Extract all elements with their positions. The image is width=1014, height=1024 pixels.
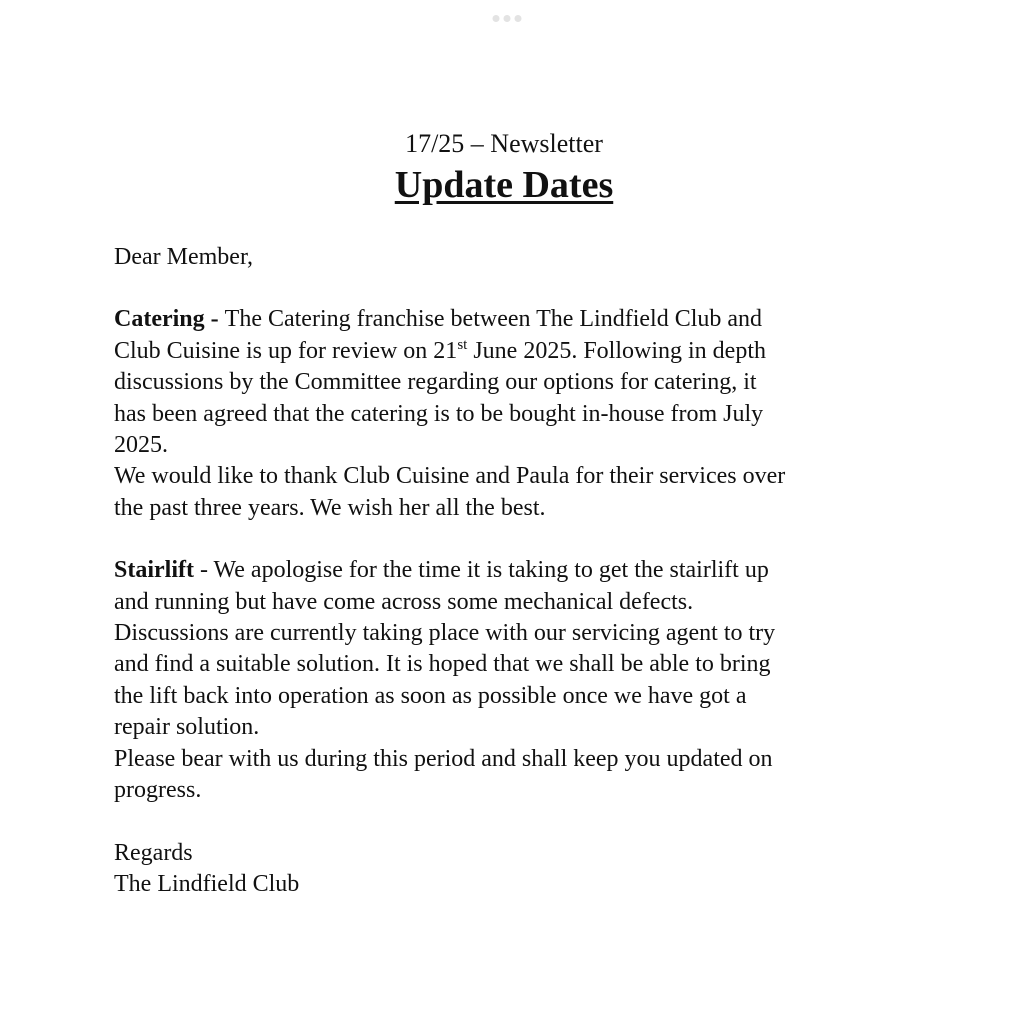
catering-line-4: has been agreed that the catering is to be bought in-house from July	[114, 400, 764, 427]
stairlift-section	[114, 555, 904, 806]
closing: Regards	[114, 839, 193, 866]
newsletter-document	[114, 126, 904, 931]
stairlift-line-2: and running but have come across some mechanical defects.	[114, 588, 694, 615]
stairlift-line-1	[114, 555, 904, 586]
page-dot	[493, 15, 500, 22]
stairlift-line-6: repair solution.	[114, 714, 260, 741]
ordinal-suffix: st	[457, 336, 468, 353]
stairlift-line-8: progress.	[114, 777, 202, 804]
catering-line-3: discussions by the Committee regarding our options for catering, it	[114, 369, 757, 396]
stairlift-separator: -	[193, 557, 214, 584]
catering-line-1	[114, 304, 904, 335]
catering-text: June 2025. Following in depth	[467, 337, 766, 364]
catering-separator: -	[204, 306, 225, 333]
newsletter-title: Update Dates	[394, 164, 614, 206]
salutation	[114, 242, 904, 273]
stairlift-line-3: Discussions are currently taking place with our servicing agent to try	[114, 620, 776, 647]
sign-off	[114, 838, 904, 901]
catering-section	[114, 304, 904, 524]
stairlift-line-4: and find a suitable solution. It is hoped that we shall be able to bring	[114, 651, 771, 678]
newsletter-subtitle: 17/25 – Newsletter	[405, 129, 603, 158]
page-dot	[515, 15, 522, 22]
signature: The Lindfield Club	[114, 870, 300, 897]
stairlift-line-5: the lift back into operation as soon as possible once we have got a	[114, 682, 747, 709]
catering-line-2	[114, 336, 904, 367]
catering-line-7: the past three years. We wish her all the best.	[114, 494, 546, 521]
page-indicator-dots	[493, 15, 522, 22]
catering-line-6: We would like to thank Club Cuisine and Paula for their services over	[114, 463, 786, 490]
salutation-text: Dear Member,	[114, 244, 253, 270]
stairlift-heading: Stairlift	[114, 557, 194, 584]
stairlift-text: We apologise for the time it is taking to get the stairlift up	[213, 557, 769, 584]
catering-line-5: 2025.	[114, 432, 168, 459]
page-dot	[504, 15, 511, 22]
catering-heading: Catering	[114, 306, 205, 333]
catering-text: The Catering franchise between The Lindfield Club and	[224, 306, 763, 333]
stairlift-line-7: Please bear with us during this period and shall keep you updated on	[114, 745, 773, 772]
catering-text: Club Cuisine is up for review on 21	[114, 337, 458, 364]
